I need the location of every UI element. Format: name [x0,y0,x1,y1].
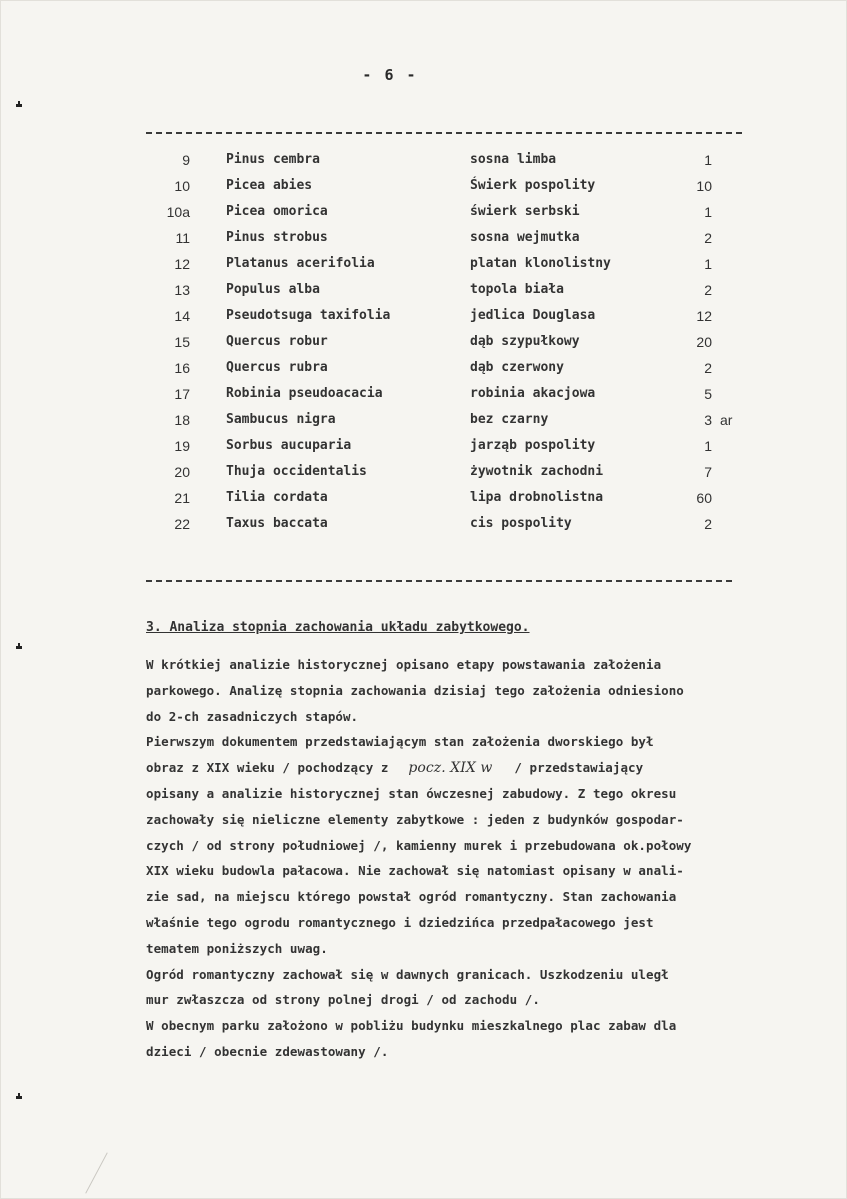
latin-name: Pinus strobus [226,230,328,245]
species-table [0,148,847,538]
row-number: 9 [182,152,190,168]
tree-count: 20 [696,334,712,350]
tree-count: 10 [696,178,712,194]
latin-name: Robinia pseudoacacia [226,386,383,401]
tree-count: 1 [704,152,712,168]
table-top-rule [146,132,742,134]
body-line: tematem poniższych uwag. [146,940,328,956]
row-number: 16 [174,360,190,376]
tree-count: 60 [696,490,712,506]
row-number: 15 [174,334,190,350]
row-number: 14 [174,308,190,324]
table-row [0,512,847,538]
tree-count: 12 [696,308,712,324]
row-number: 11 [175,230,190,246]
polish-name: sosna wejmutka [470,230,580,245]
body-line: XIX wieku budowla pałacowa. Nie zachował się natomiast opisany w anali- [146,863,684,879]
polish-name: platan klonolistny [470,256,611,271]
body-line: W krótkiej analizie historycznej opisano etapy powstawania założenia [146,657,662,672]
polish-name: świerk serbski [470,204,580,219]
latin-name: Thuja occidentalis [226,464,367,479]
latin-name: Quercus robur [226,334,328,349]
polish-name: żywotnik zachodni [470,464,604,479]
table-row [0,148,847,174]
latin-name: Pseudotsuga taxifolia [226,308,391,323]
polish-name: topola biała [470,282,564,297]
latin-name: Pinus cembra [226,152,320,167]
latin-name: Picea omorica [226,204,328,219]
polish-name: bez czarny [470,412,549,427]
tree-count: 1 [704,438,712,454]
tree-count: 2 [704,360,712,376]
table-row [0,304,847,330]
latin-name: Sorbus aucuparia [226,438,352,453]
latin-name: Taxus baccata [226,516,328,531]
table-row [0,460,847,486]
polish-name: cis pospolity [470,516,572,531]
tree-count: 7 [704,464,712,480]
table-row [0,278,847,304]
latin-name: Platanus acerifolia [226,256,375,271]
handwritten-insertion: pocz. XIX w [408,760,493,777]
body-line: czych / od strony południowej /, kamienny murek i przebudowana ok.połowy [146,837,692,853]
tree-count: 1 [704,256,712,272]
latin-name: Quercus rubra [226,360,328,375]
table-row [0,356,847,382]
latin-name: Sambucus nigra [226,412,336,427]
tree-count: 1 [704,204,712,220]
row-number: 20 [174,464,190,480]
body-line: zie sad, na miejscu którego powstał ogród romantyczny. Stan zachowania [146,889,677,905]
count-note: ar [720,412,733,428]
polish-name: jarząb pospolity [470,438,596,453]
body-line: właśnie tego ogrodu romantycznego i dziedzińca przedpałacowego jest [146,914,654,930]
latin-name: Populus alba [226,282,320,297]
table-row [0,200,847,226]
table-row [0,408,847,434]
latin-name: Picea abies [226,178,313,193]
row-number: 10a [166,204,190,220]
body-line: opisany a analizie historycznej stan ówczesnej zabudowy. Z tego okresu [146,785,677,801]
polish-name: Świerk pospolity [470,178,596,193]
body-line: Ogród romantyczny zachował się w dawnych granicach. Uszkodzeniu uległ [146,966,669,982]
latin-name: Tilia cordata [226,490,328,505]
body-line-with-handwriting [146,760,806,786]
row-number: 13 [174,282,190,298]
tree-count: 5 [704,386,712,402]
table-row [0,174,847,200]
table-bottom-rule [146,580,732,582]
typed-text: obraz z XIX wieku / pochodzący z [146,760,389,776]
tree-count: 3 [704,412,712,428]
table-row [0,226,847,252]
polish-name: jedlica Douglasa [470,308,596,323]
table-row [0,330,847,356]
row-number: 22 [174,516,190,532]
body-line: Pierwszym dokumentem przedstawiającym stan założenia dworskiego był [146,734,654,750]
body-line: zachowały się nieliczne elementy zabytkowe : jeden z budynków gospodar- [146,811,684,827]
body-line: mur zwłaszcza od strony polnej drogi / od zachodu /. [146,992,540,1008]
section-body [146,657,806,1070]
body-line: do 2-ch zasadniczych stapów. [146,708,359,724]
row-number: 18 [174,412,190,428]
row-number: 21 [174,490,190,506]
tree-count: 2 [704,516,712,532]
polish-name: sosna limba [470,152,557,167]
tree-count: 2 [704,230,712,246]
polish-name: robinia akacjowa [470,386,596,401]
table-row [0,434,847,460]
row-number: 12 [174,256,190,272]
table-row [0,382,847,408]
tree-count: 2 [704,282,712,298]
typed-text: / przedstawiający [514,760,644,776]
body-line: parkowego. Analizę stopnia zachowania dzisiaj tego założenia odniesiono [146,682,684,698]
row-number: 17 [174,386,190,402]
table-row [0,252,847,278]
polish-name: dąb czerwony [470,360,564,375]
body-line: dzieci / obecnie zdewastowany /. [146,1043,389,1059]
section-heading: 3. Analiza stopnia zachowania układu zabytkowego. [146,620,530,635]
polish-name: dąb szypułkowy [470,334,580,349]
margin-tick-mark [16,646,22,649]
margin-tick-mark [16,1096,22,1099]
body-line: W obecnym parku założono w pobliżu budynku mieszkalnego plac zabaw dla [146,1018,677,1034]
paper-scratch [85,1152,107,1193]
row-number: 19 [174,438,190,454]
page-number: - 6 - [362,66,418,84]
table-row [0,486,847,512]
polish-name: lipa drobnolistna [470,490,604,505]
margin-tick-mark [16,104,22,107]
row-number: 10 [174,178,190,194]
